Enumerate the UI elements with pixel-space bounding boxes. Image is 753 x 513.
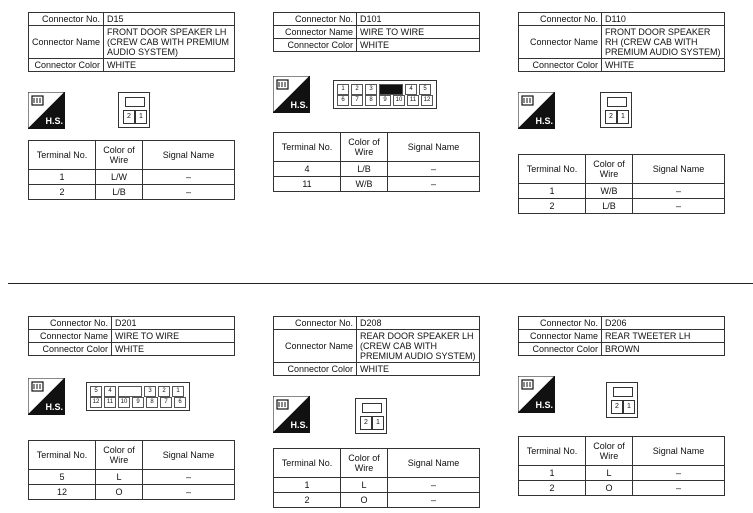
- connector-number-value: D208: [357, 317, 480, 330]
- pin-row: [89, 397, 187, 407]
- terminal-table: [28, 140, 235, 200]
- terminal-table: [28, 440, 235, 500]
- hs-label: H.S.: [535, 400, 553, 410]
- pin: 4: [104, 386, 116, 397]
- signal-name-header: Signal Name: [633, 155, 725, 184]
- terminal-row: [519, 199, 725, 214]
- hs-label: H.S.: [290, 420, 308, 430]
- terminal-header-row: [519, 155, 725, 184]
- terminal-no: 1: [29, 170, 96, 185]
- pin: 5: [90, 386, 102, 397]
- terminal-row: [29, 170, 235, 185]
- pin-row: [89, 386, 187, 396]
- connector-color-value: WHITE: [357, 363, 480, 376]
- terminal-no: 1: [519, 466, 586, 481]
- connector-name-label: Connector Name: [519, 26, 602, 59]
- info-row: [274, 39, 480, 52]
- pin: 6: [174, 397, 186, 408]
- harness-side-icon: [273, 76, 310, 113]
- connector-name-value: REAR TWEETER LH: [602, 330, 725, 343]
- pin: 8: [146, 397, 158, 408]
- signal-name: –: [388, 162, 480, 177]
- connector-color-label: Connector Color: [29, 59, 104, 72]
- terminal-no: 11: [274, 177, 341, 192]
- info-row: [29, 317, 235, 330]
- pin: 12: [90, 397, 102, 408]
- connector-name-value: REAR DOOR SPEAKER LH (CREW CAB WITH PREMIUM AUDIO SYSTEM): [357, 330, 480, 363]
- terminal-no: 1: [519, 184, 586, 199]
- hs-label: H.S.: [45, 116, 63, 126]
- terminal-row: [29, 485, 235, 500]
- pin: 2: [158, 386, 170, 397]
- pin: 2: [611, 400, 623, 414]
- signal-name-header: Signal Name: [388, 133, 480, 162]
- connector-block-d206: [518, 316, 725, 493]
- terminal-no: 5: [29, 470, 96, 485]
- connector-number-label: Connector No.: [519, 317, 602, 330]
- connector-number-value: D110: [602, 13, 725, 26]
- terminal-row: [274, 162, 480, 177]
- wire-color-header: Color of Wire: [341, 133, 388, 162]
- harness-side-icon: [28, 92, 65, 129]
- connector-block-d15: [28, 12, 235, 197]
- pin-row: [611, 400, 635, 414]
- connector-block-d110: [518, 12, 725, 211]
- pin: 11: [407, 95, 419, 106]
- info-row: [274, 26, 480, 39]
- pin: 1: [172, 386, 184, 397]
- wire-color: L: [96, 470, 143, 485]
- signal-name-header: Signal Name: [388, 449, 480, 478]
- terminal-row: [274, 493, 480, 508]
- wire-color: O: [586, 481, 633, 496]
- terminal-no: 2: [29, 185, 96, 200]
- info-row: [274, 363, 480, 376]
- connector-face-diagram: [606, 382, 638, 418]
- pin: 2: [605, 110, 617, 124]
- pin-row: [336, 84, 434, 94]
- info-row: [29, 13, 235, 26]
- signal-name: –: [143, 470, 235, 485]
- pin: 2: [123, 110, 135, 124]
- connector-color-label: Connector Color: [519, 343, 602, 356]
- connector-number-label: Connector No.: [519, 13, 602, 26]
- terminal-no: 1: [274, 478, 341, 493]
- connector-number-value: D201: [112, 317, 235, 330]
- pin: 1: [337, 84, 349, 95]
- connector-info-table: [518, 316, 725, 356]
- harness-side-icon: [518, 92, 555, 129]
- connector-block-d201: [28, 316, 235, 497]
- info-row: [274, 13, 480, 26]
- pin: 10: [118, 397, 130, 408]
- connector-color-value: BROWN: [602, 343, 725, 356]
- pin: 9: [379, 95, 391, 106]
- terminal-table: [273, 448, 480, 508]
- pin: 6: [337, 95, 349, 106]
- wire-color: O: [341, 493, 388, 508]
- connector-name-value: WIRE TO WIRE: [357, 26, 480, 39]
- wire-color-header: Color of Wire: [586, 437, 633, 466]
- terminal-row: [29, 185, 235, 200]
- pin: 1: [372, 416, 384, 430]
- pin: [118, 386, 142, 397]
- wire-color-header: Color of Wire: [341, 449, 388, 478]
- connector-info-table: [28, 12, 235, 72]
- connector-info-table: [273, 316, 480, 376]
- terminal-row: [29, 470, 235, 485]
- terminal-header-row: [274, 449, 480, 478]
- connector-number-label: Connector No.: [29, 13, 104, 26]
- hs-label: H.S.: [290, 100, 308, 110]
- signal-name: –: [388, 478, 480, 493]
- info-row: [29, 26, 235, 59]
- info-row: [519, 343, 725, 356]
- connector-name-label: Connector Name: [274, 330, 357, 363]
- connector-color-label: Connector Color: [274, 363, 357, 376]
- connector-color-label: Connector Color: [519, 59, 602, 72]
- connector-color-value: WHITE: [602, 59, 725, 72]
- terminal-no-header: Terminal No.: [274, 133, 341, 162]
- connector-name-label: Connector Name: [29, 26, 104, 59]
- info-row: [29, 330, 235, 343]
- terminal-header-row: [29, 141, 235, 170]
- connector-face-diagram: [118, 92, 150, 128]
- terminal-row: [519, 466, 725, 481]
- terminal-row: [519, 481, 725, 496]
- connector-block-d101: [273, 12, 480, 189]
- connector-tab: [362, 403, 382, 413]
- connector-color-value: WHITE: [357, 39, 480, 52]
- terminal-row: [519, 184, 725, 199]
- info-row: [274, 330, 480, 363]
- signal-name: –: [633, 184, 725, 199]
- terminal-table: [518, 154, 725, 214]
- connector-color-value: WHITE: [112, 343, 235, 356]
- terminal-no: 4: [274, 162, 341, 177]
- info-row: [519, 13, 725, 26]
- terminal-no-header: Terminal No.: [29, 441, 96, 470]
- pin: 8: [365, 95, 377, 106]
- connector-face-diagram: [86, 382, 190, 411]
- pin-row: [605, 110, 629, 124]
- pin: 7: [351, 95, 363, 106]
- harness-side-icon: [273, 396, 310, 433]
- connector-info-table: [28, 316, 235, 356]
- connector-number-value: D206: [602, 317, 725, 330]
- connector-face-diagram: [600, 92, 632, 128]
- wire-color: L/B: [341, 162, 388, 177]
- terminal-no: 2: [519, 481, 586, 496]
- connector-name-value: WIRE TO WIRE: [112, 330, 235, 343]
- pin: 3: [144, 386, 156, 397]
- terminal-header-row: [274, 133, 480, 162]
- signal-name-header: Signal Name: [143, 441, 235, 470]
- pin: 1: [135, 110, 147, 124]
- connector-number-value: D101: [357, 13, 480, 26]
- signal-name: –: [633, 481, 725, 496]
- connector-number-label: Connector No.: [274, 13, 357, 26]
- pin-row: [360, 416, 384, 430]
- pin-row: [123, 110, 147, 124]
- terminal-table: [518, 436, 725, 496]
- connector-color-value: WHITE: [104, 59, 235, 72]
- terminal-row: [274, 478, 480, 493]
- signal-name-header: Signal Name: [633, 437, 725, 466]
- terminal-table: [273, 132, 480, 192]
- info-row: [29, 59, 235, 72]
- pin: 4: [405, 84, 417, 95]
- wire-color: L: [586, 466, 633, 481]
- terminal-header-row: [519, 437, 725, 466]
- wire-color: L/B: [586, 199, 633, 214]
- pin: 1: [617, 110, 629, 124]
- info-row: [519, 317, 725, 330]
- connector-info-table: [273, 12, 480, 52]
- wire-color-header: Color of Wire: [96, 441, 143, 470]
- pin: 10: [393, 95, 405, 106]
- connector-color-label: Connector Color: [274, 39, 357, 52]
- connector-number-value: D15: [104, 13, 235, 26]
- signal-name: –: [143, 185, 235, 200]
- info-row: [519, 330, 725, 343]
- signal-name-header: Signal Name: [143, 141, 235, 170]
- info-row: [519, 59, 725, 72]
- wire-color: W/B: [341, 177, 388, 192]
- connector-block-d208: [273, 316, 480, 505]
- hs-label: H.S.: [45, 402, 63, 412]
- pin: 2: [360, 416, 372, 430]
- pin: 9: [132, 397, 144, 408]
- section-divider: [8, 283, 753, 284]
- wire-color-header: Color of Wire: [96, 141, 143, 170]
- terminal-no: 2: [274, 493, 341, 508]
- connector-name-label: Connector Name: [519, 330, 602, 343]
- signal-name: –: [633, 199, 725, 214]
- wire-color: W/B: [586, 184, 633, 199]
- connector-color-label: Connector Color: [29, 343, 112, 356]
- signal-name: –: [633, 466, 725, 481]
- terminal-header-row: [29, 441, 235, 470]
- signal-name: –: [143, 485, 235, 500]
- connector-name-value: FRONT DOOR SPEAKER LH (CREW CAB WITH PREMIUM AUDIO SYSTEM): [104, 26, 235, 59]
- pin-row: [336, 95, 434, 105]
- hs-label: H.S.: [535, 116, 553, 126]
- wire-color: L/W: [96, 170, 143, 185]
- pin: 3: [365, 84, 377, 95]
- pin: 12: [421, 95, 433, 106]
- wire-color: O: [96, 485, 143, 500]
- wire-color: L/B: [96, 185, 143, 200]
- terminal-no-header: Terminal No.: [519, 155, 586, 184]
- pin: 2: [351, 84, 363, 95]
- harness-side-icon: [28, 378, 65, 415]
- terminal-no-header: Terminal No.: [29, 141, 96, 170]
- wire-color: L: [341, 478, 388, 493]
- connector-number-label: Connector No.: [29, 317, 112, 330]
- connector-info-table: [518, 12, 725, 72]
- pin: 5: [419, 84, 431, 95]
- pin: 1: [623, 400, 635, 414]
- terminal-no: 12: [29, 485, 96, 500]
- terminal-no-header: Terminal No.: [274, 449, 341, 478]
- connector-tab: [125, 97, 145, 107]
- pin: 11: [104, 397, 116, 408]
- connector-name-label: Connector Name: [274, 26, 357, 39]
- signal-name: –: [143, 170, 235, 185]
- connector-number-label: Connector No.: [274, 317, 357, 330]
- connector-tab: [613, 387, 633, 397]
- info-row: [29, 343, 235, 356]
- terminal-no-header: Terminal No.: [519, 437, 586, 466]
- terminal-no: 2: [519, 199, 586, 214]
- connector-tab: [607, 97, 627, 107]
- connector-name-value: FRONT DOOR SPEAKER RH (CREW CAB WITH PREMIUM AUDIO SYSTEM): [602, 26, 725, 59]
- pin: [379, 84, 403, 95]
- terminal-row: [274, 177, 480, 192]
- connector-name-label: Connector Name: [29, 330, 112, 343]
- signal-name: –: [388, 493, 480, 508]
- signal-name: –: [388, 177, 480, 192]
- info-row: [274, 317, 480, 330]
- wire-color-header: Color of Wire: [586, 155, 633, 184]
- pin: 7: [160, 397, 172, 408]
- harness-side-icon: [518, 376, 555, 413]
- connector-face-diagram: [355, 398, 387, 434]
- info-row: [519, 26, 725, 59]
- connector-face-diagram: [333, 80, 437, 109]
